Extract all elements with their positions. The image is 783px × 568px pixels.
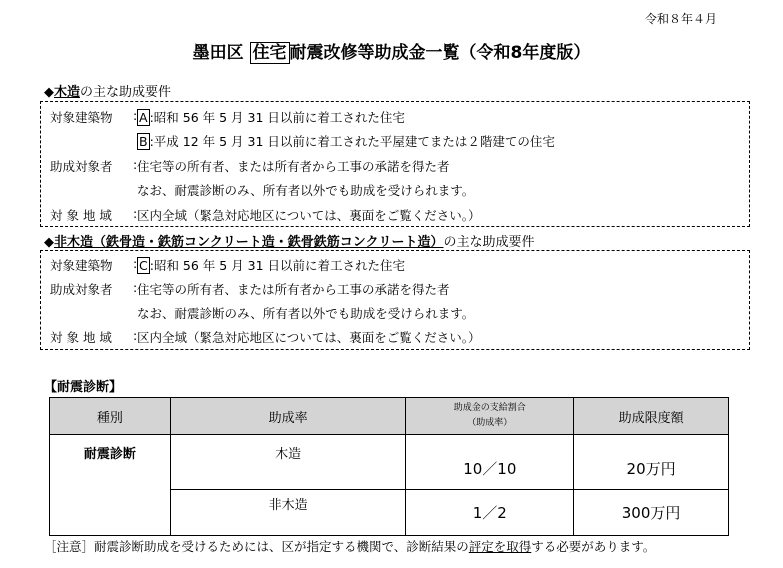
nonwood-area-label: 対 象 地 域 bbox=[50, 330, 112, 345]
wood-recipient-note: なお、耐震診断のみ、所有者以外でも助成を受けられます。 bbox=[137, 183, 475, 198]
note-post: する必要があります。 bbox=[531, 539, 656, 554]
limit-cell-nonwood: 300万円 bbox=[574, 490, 729, 536]
nonwood-area-colon: : bbox=[133, 328, 138, 343]
ratio-cell-nonwood: 1／2 bbox=[406, 490, 574, 536]
nonwood-recipient-text: 住宅等の所有者、または所有者から工事の承諾を得た者 bbox=[137, 282, 450, 297]
header-ratio-line2: （助成率） bbox=[467, 418, 513, 428]
nonwood-heading-rest: の主な助成要件 bbox=[443, 235, 535, 250]
title-boxed: 住宅 bbox=[250, 42, 290, 64]
header-ratio-line1: 助成金の支給割合 bbox=[453, 403, 526, 413]
wood-heading-underlined: 木造 bbox=[54, 85, 81, 100]
nonwood-recipient-colon: : bbox=[133, 280, 138, 295]
wood-recipient-label: 助成対象者 bbox=[50, 159, 113, 174]
wood-area-row bbox=[50, 206, 138, 224]
ratio-cell-wood: 10／10 bbox=[406, 435, 574, 490]
wood-target-a-text: :昭和 56 年 5 月 31 日以前に着工された住宅 bbox=[149, 110, 405, 125]
header-rate: 助成率 bbox=[170, 398, 406, 435]
note-pre: ［注意］耐震診断助成を受けるためには、区が指定する機関で、診断結果の bbox=[44, 539, 469, 554]
wood-recipient-row bbox=[50, 157, 138, 175]
wood-area-text: 区内全域（緊急対応地区については、裏面をご覧ください。） bbox=[137, 208, 481, 223]
wood-heading-rest: の主な助成要件 bbox=[80, 85, 172, 100]
wood-recipient-colon: : bbox=[133, 157, 138, 172]
wood-target-row bbox=[50, 108, 138, 126]
nonwood-heading bbox=[44, 231, 535, 250]
wood-area-colon: : bbox=[133, 206, 138, 221]
page-title bbox=[0, 38, 783, 63]
nonwood-recipient-note: なお、耐震診断のみ、所有者以外でも助成を受けられます。 bbox=[137, 306, 475, 321]
shindan-heading: 【耐震診断】 bbox=[44, 380, 123, 395]
badge-b: B bbox=[139, 134, 148, 149]
note-underlined: 評定を取得 bbox=[468, 539, 532, 554]
rate-cell-wood: 木造 bbox=[170, 435, 406, 490]
nonwood-area-text: 区内全域（緊急対応地区については、裏面をご覧ください。） bbox=[137, 330, 481, 345]
table-row bbox=[50, 435, 729, 490]
limit-cell-wood: 20万円 bbox=[574, 435, 729, 490]
wood-target-colon: : bbox=[133, 108, 138, 123]
wood-area-label: 対 象 地 域 bbox=[50, 208, 112, 223]
badge-a: A bbox=[139, 110, 148, 125]
header-limit: 助成限度額 bbox=[574, 398, 729, 435]
wood-target-a bbox=[137, 108, 405, 126]
wood-target-b-text: :平成 12 年 5 月 31 日以前に着工された平屋建てまたは２階建ての住宅 bbox=[149, 134, 555, 149]
note bbox=[44, 537, 655, 555]
badge-c: C bbox=[139, 258, 148, 273]
table-header-row bbox=[50, 398, 729, 435]
header-kind: 種別 bbox=[50, 398, 171, 435]
nonwood-recipient-row bbox=[50, 280, 138, 298]
wood-target-b bbox=[137, 132, 555, 150]
nonwood-recipient-label: 助成対象者 bbox=[50, 282, 113, 297]
nonwood-target-c bbox=[137, 256, 405, 274]
shindan-table bbox=[49, 397, 729, 536]
nonwood-area-row bbox=[50, 328, 138, 346]
header-ratio bbox=[406, 398, 574, 435]
nonwood-target-colon: : bbox=[133, 256, 138, 271]
nonwood-target-label: 対象建築物 bbox=[50, 258, 113, 273]
nonwood-heading-underlined: 非木造（鉄骨造・鉄筋コンクリート造・鉄骨鉄筋コンクリート造） bbox=[54, 235, 444, 250]
wood-recipient-text: 住宅等の所有者、または所有者から工事の承諾を得た者 bbox=[137, 159, 450, 174]
nonwood-heading-marker: ◆ bbox=[44, 235, 54, 250]
title-prefix: 墨田区 bbox=[192, 43, 250, 63]
issue-date: 令和８年４月 bbox=[644, 12, 717, 26]
wood-heading bbox=[44, 81, 171, 100]
nonwood-target-row bbox=[50, 256, 138, 274]
wood-target-label: 対象建築物 bbox=[50, 110, 113, 125]
wood-heading-marker: ◆ bbox=[44, 85, 54, 100]
nonwood-target-c-text: :昭和 56 年 5 月 31 日以前に着工された住宅 bbox=[149, 258, 406, 273]
title-suffix: 耐震改修等助成金一覧（令和8年度版） bbox=[289, 43, 591, 63]
rate-cell-nonwood: 非木造 bbox=[170, 490, 406, 536]
kind-cell: 耐震診断 bbox=[50, 435, 171, 536]
